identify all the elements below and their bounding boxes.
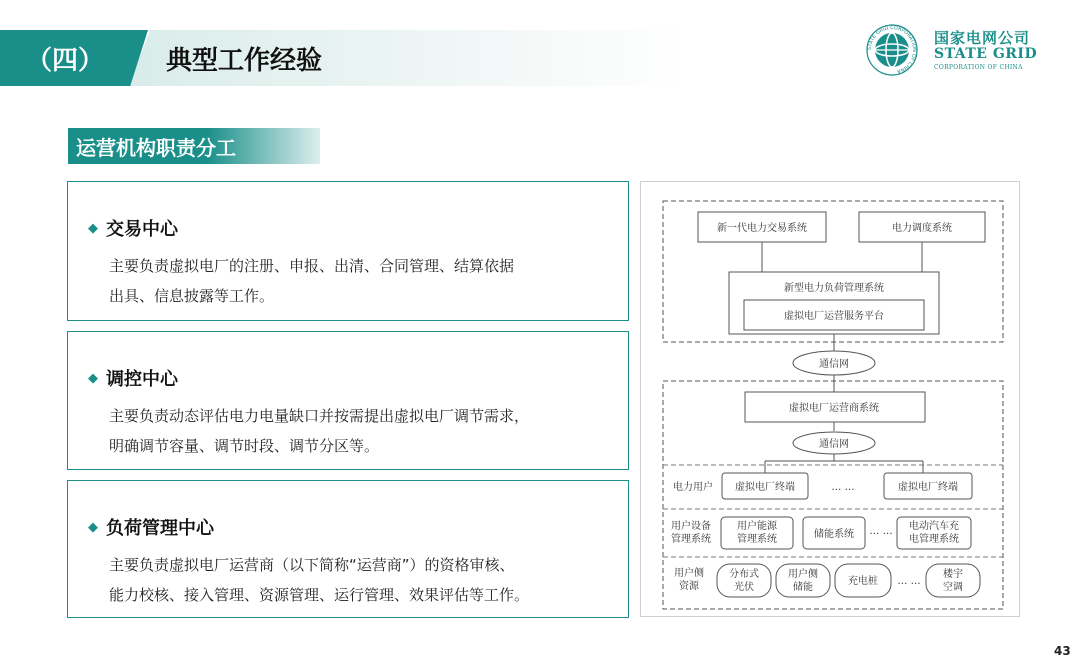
building-ac-label: 楼宇: [943, 569, 963, 580]
ellipsis-label: … …: [831, 482, 855, 493]
row-label-user-resource: 资源: [679, 581, 699, 592]
card-body-line: 主要负责动态评估电力电量缺口并按需提出虚拟电厂调节需求，: [109, 407, 530, 425]
energy-mgmt-label: 管理系统: [737, 534, 777, 545]
trading-system-label: 新一代电力交易系统: [717, 223, 807, 234]
card-body-line: 主要负责虚拟电厂的注册、申报、出清、合同管理、结算依据: [109, 257, 515, 275]
state-grid-logo-icon: [866, 24, 918, 76]
user-storage-label: 储能: [793, 582, 813, 593]
logo-name-en: STATE GRID: [934, 46, 1038, 62]
card-body: [88, 550, 608, 610]
card-title: [88, 365, 608, 391]
card-trading-center: [67, 181, 629, 321]
svg-text:STATE GRID CORPORATION OF CHIN: STATE GRID CORPORATION OF CHINA: [866, 24, 918, 75]
page-number: 43: [1054, 644, 1071, 658]
diamond-bullet-icon: ◆: [88, 370, 98, 386]
card-dispatch-center: [67, 331, 629, 470]
card-title: [88, 215, 608, 241]
card-title-text: 交易中心: [106, 219, 178, 240]
user-storage-label: 用户侧: [788, 569, 818, 580]
card-title-text: 负荷管理中心: [106, 518, 214, 539]
card-body-line: 主要负责虚拟电厂运营商（以下简称“运营商”）的资格审核、: [109, 556, 515, 574]
ev-mgmt-label: 电动汽车充: [909, 521, 959, 532]
row-label-device-mgmt: 用户设备: [671, 521, 711, 532]
section-label: 运营机构职责分工: [68, 128, 320, 164]
ev-mgmt-label: 电管理系统: [909, 534, 959, 545]
card-title-text: 调控中心: [106, 369, 178, 390]
operator-system-label: 虚拟电厂运营商系统: [789, 403, 879, 414]
load-mgmt-system-label: 新型电力负荷管理系统: [784, 283, 884, 294]
logo-name-cn: 国家电网公司: [934, 29, 1031, 47]
vpp-architecture-diagram: [640, 181, 1020, 617]
card-body: [88, 401, 608, 461]
card-body-line: 出具、信息披露等工作。: [109, 287, 275, 305]
card-body: [88, 251, 608, 311]
card-body-line: 明确调节容量、调节时段、调节分区等。: [109, 437, 380, 455]
logo-subtitle-en: CORPORATION OF CHINA: [934, 64, 1023, 71]
row-label-user-resource: 用户侧: [674, 568, 704, 579]
energy-mgmt-label: 用户能源: [737, 521, 777, 532]
storage-system-label: 储能系统: [814, 529, 854, 540]
vpp-service-platform-label: 虚拟电厂运营服务平台: [784, 311, 884, 322]
distributed-pv-label: 分布式: [729, 569, 759, 580]
vpp-terminal-label: 虚拟电厂终端: [735, 482, 795, 493]
comm-net-1-label: 通信网: [819, 359, 849, 370]
diamond-bullet-icon: ◆: [88, 220, 98, 236]
section-number: （四）: [25, 45, 104, 76]
card-load-management-center: [67, 480, 629, 618]
building-ac-label: 空调: [943, 582, 963, 593]
diamond-bullet-icon: ◆: [88, 519, 98, 535]
charging-pile-label: 充电桩: [848, 576, 878, 587]
row-label-power-user: 电力用户: [673, 482, 713, 493]
ellipsis-label: … …: [897, 576, 921, 587]
vpp-terminal-label: 虚拟电厂终端: [898, 482, 958, 493]
distributed-pv-label: 光伏: [734, 582, 754, 593]
load-management-system-box: [729, 272, 939, 334]
card-body-line: 能力校核、接入管理、资源管理、运行管理、效果评估等工作。: [109, 586, 530, 604]
page-title: 典型工作经验: [166, 45, 323, 76]
card-title: [88, 514, 608, 540]
row-label-device-mgmt: 管理系统: [671, 534, 711, 545]
dispatch-system-label: 电力调度系统: [892, 223, 952, 234]
ellipsis-label: … …: [869, 526, 893, 537]
comm-net-2-label: 通信网: [819, 439, 849, 450]
